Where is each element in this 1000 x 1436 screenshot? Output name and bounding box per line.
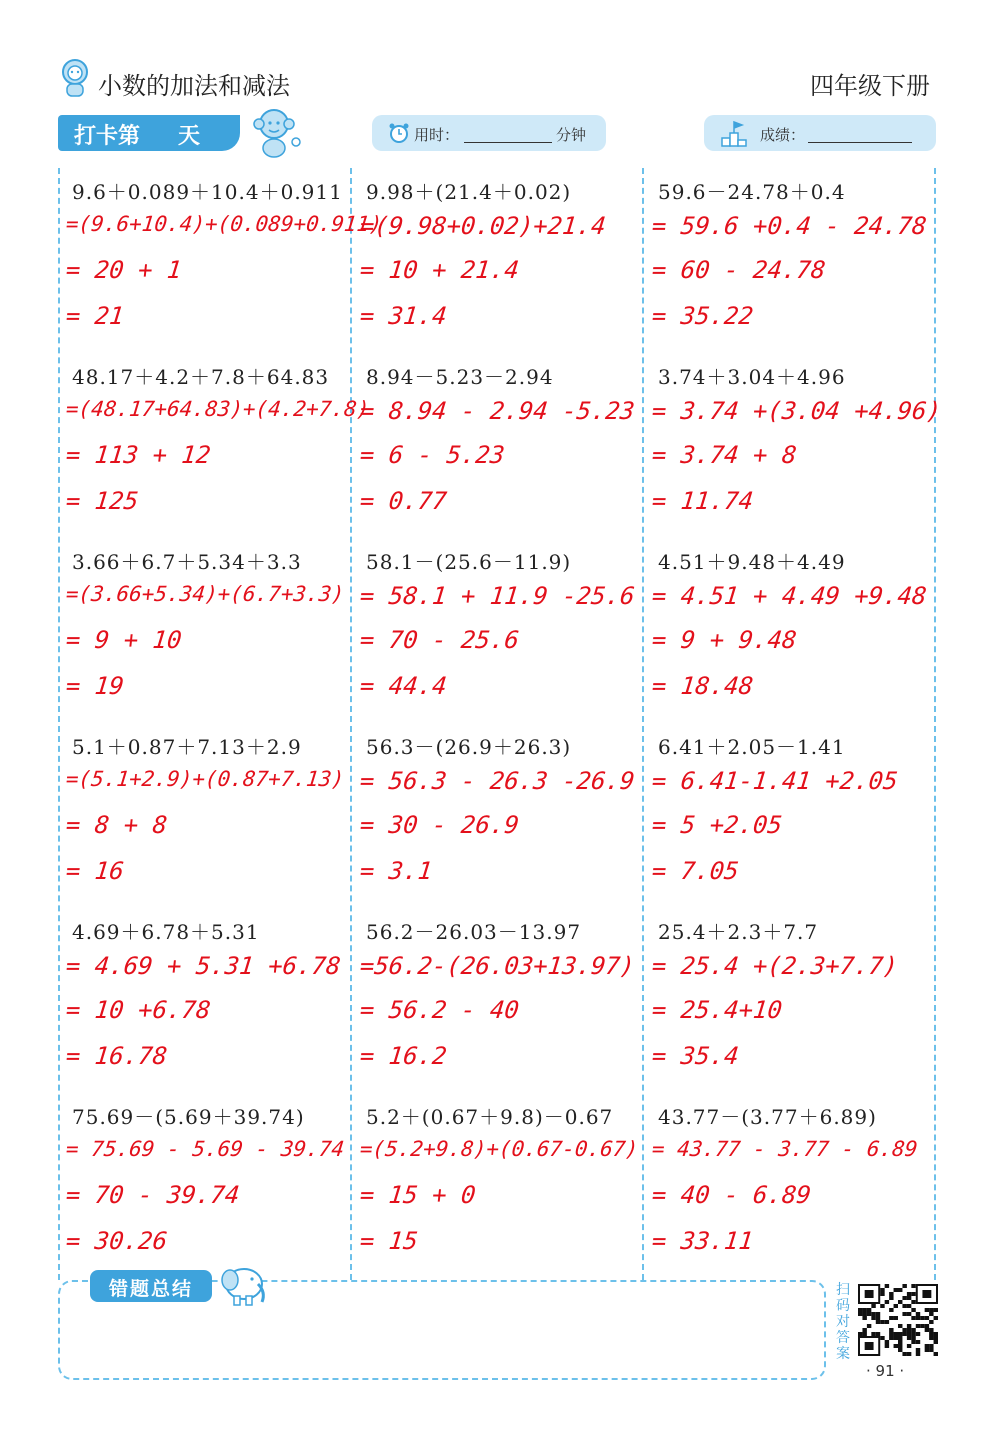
problem-expression: 56.2－26.03－13.97 <box>366 920 582 944</box>
score-field <box>704 115 936 151</box>
punch-card-day-label: 天 <box>178 124 201 149</box>
grid-divider <box>934 168 936 1280</box>
handwritten-step: = 21 <box>64 302 126 330</box>
handwritten-step: = 70 - 25.6 <box>358 626 521 654</box>
handwritten-step: = 40 - 6.89 <box>650 1181 813 1209</box>
handwritten-step: =(5.1+2.9)+(0.87+7.13) <box>64 767 346 791</box>
punch-card-banner <box>58 115 240 151</box>
problem-cell <box>352 908 642 1093</box>
problem-cell <box>644 723 934 908</box>
problem-grid <box>58 168 943 1280</box>
problem-expression: 4.69＋6.78＋5.31 <box>72 920 260 944</box>
time-field <box>372 115 606 151</box>
problem-expression: 9.98＋(21.4＋0.02) <box>366 180 572 204</box>
problem-expression: 43.77－(3.77＋6.89) <box>658 1105 877 1129</box>
problem-cell <box>352 538 642 723</box>
handwritten-step: = 5 +2.05 <box>650 811 784 839</box>
problem-expression: 58.1－(25.6－11.9) <box>366 550 572 574</box>
qr-code[interactable] <box>858 1284 938 1356</box>
handwritten-step: = 10 +6.78 <box>64 996 212 1024</box>
handwritten-step: = 9 + 10 <box>64 626 184 654</box>
handwritten-step: = 75.69 - 5.69 - 39.74 <box>64 1137 346 1161</box>
problem-cell <box>352 723 642 908</box>
handwritten-step: = 20 + 1 <box>64 256 184 284</box>
problem-expression: 3.66＋6.7＋5.34＋3.3 <box>72 550 302 574</box>
mistake-summary-label: 错题总结 <box>90 1270 212 1302</box>
problem-expression: 5.2＋(0.67＋9.8)－0.67 <box>366 1105 614 1129</box>
elephant-mascot-icon <box>214 1262 268 1308</box>
handwritten-step: =(48.17+64.83)+(4.2+7.8) <box>64 397 371 421</box>
problem-cell <box>58 908 348 1093</box>
handwritten-step: = 113 + 12 <box>64 441 212 469</box>
handwritten-step: = 0.77 <box>358 487 449 515</box>
qr-label: 扫码对答案 <box>836 1282 850 1362</box>
problem-expression: 6.41＋2.05－1.41 <box>658 735 846 759</box>
time-unit: 分钟 <box>556 126 587 144</box>
handwritten-step: = 35.22 <box>650 302 755 330</box>
handwritten-step: = 125 <box>64 487 140 515</box>
problem-cell <box>352 168 642 353</box>
handwritten-step: = 33.11 <box>650 1227 755 1255</box>
problem-cell <box>352 353 642 538</box>
problem-expression: 75.69－(5.69＋39.74) <box>72 1105 305 1129</box>
handwritten-step: = 7.05 <box>650 857 741 885</box>
handwritten-step: =(3.66+5.34)+(6.7+3.3) <box>64 582 346 606</box>
handwritten-step: = 30.26 <box>64 1227 169 1255</box>
handwritten-step: = 56.2 - 40 <box>358 996 521 1024</box>
alarm-clock-icon <box>388 122 410 144</box>
handwritten-step: = 11.74 <box>650 487 755 515</box>
handwritten-step: = 15 <box>358 1227 420 1255</box>
page-number: · 91 · <box>866 1362 905 1380</box>
handwritten-step: = 4.51 + 4.49 +9.48 <box>650 582 929 610</box>
problem-expression: 48.17＋4.2＋7.8＋64.83 <box>72 365 330 389</box>
handwritten-step: = 16.78 <box>64 1042 169 1070</box>
problem-expression: 4.51＋9.48＋4.49 <box>658 550 846 574</box>
handwritten-step: = 9 + 9.48 <box>650 626 798 654</box>
handwritten-step: =(5.2+9.8)+(0.67-0.67) <box>358 1137 640 1161</box>
handwritten-step: = 31.4 <box>358 302 449 330</box>
problem-cell <box>58 168 384 353</box>
handwritten-step: = 70 - 39.74 <box>64 1181 241 1209</box>
handwritten-step: = 35.4 <box>650 1042 741 1070</box>
handwritten-step: = 4.69 + 5.31 +6.78 <box>64 952 343 980</box>
problem-cell <box>58 353 371 538</box>
problem-cell <box>644 353 943 538</box>
problem-expression: 8.94－5.23－2.94 <box>366 365 554 389</box>
handwritten-step: = 60 - 24.78 <box>650 256 827 284</box>
problem-cell <box>644 538 934 723</box>
monkey-mascot-icon <box>248 104 304 160</box>
chapter-title: 小数的加法和减法 <box>98 72 290 100</box>
score-input-line[interactable] <box>808 142 912 143</box>
handwritten-step: = 18.48 <box>650 672 755 700</box>
handwritten-step: = 43.77 - 3.77 - 6.89 <box>650 1137 919 1161</box>
handwritten-step: = 3.1 <box>358 857 434 885</box>
handwritten-step: = 58.1 + 11.9 -25.6 <box>358 582 637 610</box>
handwritten-step: = 16 <box>64 857 126 885</box>
handwritten-step: = 44.4 <box>358 672 449 700</box>
handwritten-step: =(9.98+0.02)+21.4 <box>358 212 608 240</box>
handwritten-step: = 16.2 <box>358 1042 449 1070</box>
handwritten-step: = 3.74 +(3.04 +4.96) <box>650 397 943 425</box>
handwritten-step: = 8 + 8 <box>64 811 169 839</box>
time-input-line[interactable] <box>464 142 552 143</box>
handwritten-step: = 25.4+10 <box>650 996 784 1024</box>
grade-label: 四年级下册 <box>810 72 930 100</box>
handwritten-step: = 10 + 21.4 <box>358 256 521 284</box>
punch-card-label: 打卡第 <box>74 124 141 149</box>
problem-cell <box>352 1093 642 1278</box>
handwritten-step: = 59.6 +0.4 - 24.78 <box>650 212 929 240</box>
problem-cell <box>644 908 934 1093</box>
handwritten-step: = 25.4 +(2.3+7.7) <box>650 952 900 980</box>
time-label: 用时： <box>414 126 460 144</box>
problem-expression: 25.4＋2.3＋7.7 <box>658 920 819 944</box>
problem-expression: 56.3－(26.9＋26.3) <box>366 735 572 759</box>
problem-cell <box>58 538 348 723</box>
handwritten-step: = 8.94 - 2.94 -5.23 <box>358 397 637 425</box>
handwritten-step: = 56.3 - 26.3 -26.9 <box>358 767 637 795</box>
problem-cell <box>58 723 348 908</box>
handwritten-step: = 19 <box>64 672 126 700</box>
lion-mascot-icon <box>58 58 92 98</box>
handwritten-step: = 6 - 5.23 <box>358 441 506 469</box>
handwritten-step: = 6.41-1.41 +2.05 <box>650 767 900 795</box>
handwritten-step: =56.2-(26.03+13.97) <box>358 952 637 980</box>
page-header <box>58 52 938 112</box>
problem-expression: 3.74＋3.04＋4.96 <box>658 365 846 389</box>
handwritten-step: = 30 - 26.9 <box>358 811 521 839</box>
handwritten-step: = 3.74 + 8 <box>650 441 798 469</box>
problem-cell <box>644 168 934 353</box>
problem-expression: 9.6＋0.089＋10.4＋0.911 <box>72 180 343 204</box>
problem-cell <box>644 1093 934 1278</box>
problem-expression: 59.6－24.78＋0.4 <box>658 180 846 204</box>
handwritten-step: =(9.6+10.4)+(0.089+0.911) <box>64 212 384 236</box>
handwritten-step: = 15 + 0 <box>358 1181 478 1209</box>
score-label: 成绩： <box>760 126 806 144</box>
podium-flag-icon <box>720 120 750 148</box>
problem-expression: 5.1＋0.87＋7.13＋2.9 <box>72 735 302 759</box>
problem-cell <box>58 1093 348 1278</box>
